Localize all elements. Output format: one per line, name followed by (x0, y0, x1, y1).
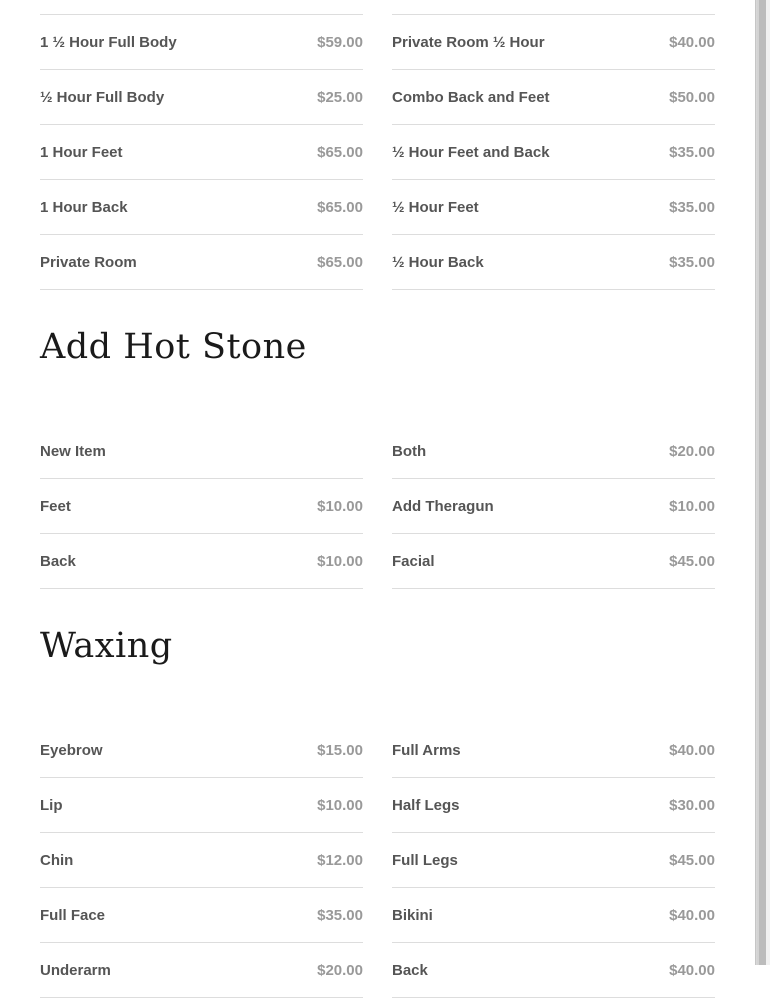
menu-item[interactable] (40, 180, 363, 235)
menu-item[interactable] (392, 888, 715, 943)
item-price: $45.00 (669, 851, 715, 869)
item-price: $45.00 (669, 552, 715, 570)
waxing-column-left (40, 723, 363, 998)
menu-item[interactable] (40, 70, 363, 125)
section-title-waxing: Waxing (40, 626, 173, 666)
menu-item[interactable] (392, 14, 715, 70)
item-name: ½ Hour Full Body (40, 88, 165, 106)
menu-item[interactable] (392, 479, 715, 534)
item-name: Full Legs (392, 851, 458, 869)
scrollbar-track (766, 0, 770, 965)
item-name: Full Face (40, 906, 106, 924)
menu-item[interactable] (392, 235, 715, 290)
menu-item[interactable] (40, 833, 363, 888)
item-price: $65.00 (317, 253, 363, 271)
scrollbar-thumb[interactable] (759, 0, 766, 965)
menu-item[interactable] (40, 235, 363, 290)
menu-item[interactable] (392, 778, 715, 833)
waxing-column-right (392, 723, 715, 998)
section-title-hot-stone: Add Hot Stone (40, 327, 307, 367)
item-price: $59.00 (317, 33, 363, 51)
item-price: $10.00 (669, 497, 715, 515)
hot-stone-price-list (40, 424, 715, 589)
menu-item[interactable] (392, 833, 715, 888)
item-price: $40.00 (669, 906, 715, 924)
menu-item[interactable] (40, 943, 363, 998)
item-name: Feet (40, 497, 71, 515)
item-price: $35.00 (669, 143, 715, 161)
item-name: Eyebrow (40, 741, 103, 759)
item-name: 1 ½ Hour Full Body (40, 33, 177, 51)
item-name: Back (40, 552, 76, 570)
item-price: $15.00 (317, 741, 363, 759)
item-price: $12.00 (317, 851, 363, 869)
item-price: $10.00 (317, 497, 363, 515)
item-price: $35.00 (317, 906, 363, 924)
item-name: 1 Hour Back (40, 198, 128, 216)
item-price: $20.00 (317, 961, 363, 979)
item-price: $40.00 (669, 961, 715, 979)
scrollbar-edge (755, 0, 757, 965)
hot-stone-column-left (40, 424, 363, 589)
menu-item[interactable] (392, 70, 715, 125)
item-price: $40.00 (669, 741, 715, 759)
menu-item[interactable] (40, 125, 363, 180)
item-name: Lip (40, 796, 63, 814)
item-price: $30.00 (669, 796, 715, 814)
menu-item[interactable] (40, 14, 363, 70)
item-name: Half Legs (392, 796, 460, 814)
item-price: $50.00 (669, 88, 715, 106)
item-name: Add Theragun (392, 497, 494, 515)
item-price: $20.00 (669, 442, 715, 460)
waxing-price-list (40, 723, 715, 998)
item-name: Chin (40, 851, 74, 869)
item-name: ½ Hour Back (392, 253, 484, 271)
item-price: $35.00 (669, 253, 715, 271)
item-name: Both (392, 442, 427, 460)
item-name: Facial (392, 552, 435, 570)
item-name: New Item (40, 442, 106, 460)
massage-column-right (392, 14, 715, 290)
menu-item[interactable] (392, 943, 715, 998)
item-name: ½ Hour Feet (392, 198, 479, 216)
item-name: Private Room ½ Hour (392, 33, 545, 51)
menu-item[interactable] (40, 534, 363, 589)
menu-item[interactable] (392, 723, 715, 778)
menu-item[interactable] (392, 534, 715, 589)
item-price: $10.00 (317, 796, 363, 814)
item-price: $35.00 (669, 198, 715, 216)
menu-item[interactable] (40, 424, 363, 479)
item-name: Private Room (40, 253, 137, 271)
hot-stone-column-right (392, 424, 715, 589)
item-name: Back (392, 961, 428, 979)
item-name: Combo Back and Feet (392, 88, 550, 106)
menu-item[interactable] (40, 888, 363, 943)
menu-item[interactable] (40, 479, 363, 534)
vertical-scrollbar[interactable] (755, 0, 770, 965)
menu-item[interactable] (392, 180, 715, 235)
menu-item[interactable] (40, 778, 363, 833)
item-name: 1 Hour Feet (40, 143, 123, 161)
item-name: Full Arms (392, 741, 461, 759)
item-price: $65.00 (317, 198, 363, 216)
menu-item[interactable] (392, 125, 715, 180)
item-price: $40.00 (669, 33, 715, 51)
item-price: $25.00 (317, 88, 363, 106)
item-price: $65.00 (317, 143, 363, 161)
massage-column-left (40, 14, 363, 290)
item-name: ½ Hour Feet and Back (392, 143, 550, 161)
item-name: Underarm (40, 961, 111, 979)
massage-price-list (40, 14, 715, 290)
item-price: $10.00 (317, 552, 363, 570)
item-name: Bikini (392, 906, 433, 924)
menu-item[interactable] (40, 723, 363, 778)
menu-item[interactable] (392, 424, 715, 479)
